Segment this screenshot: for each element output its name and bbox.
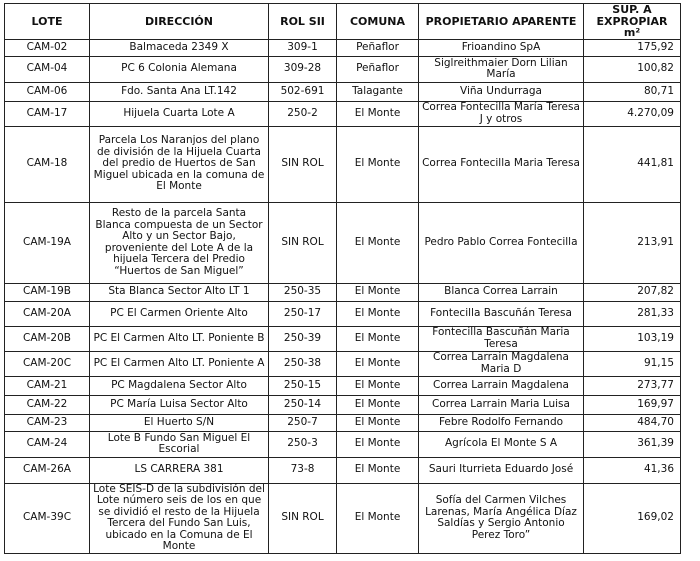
cell-propietario: Correa Larrain Magdalena Maria D [419,351,584,376]
cell-superficie: 175,92 [584,39,681,56]
expropriation-document [4,3,680,554]
cell-rol: 502-691 [269,82,337,101]
cell-direccion: El Huerto S/N [90,414,269,431]
cell-rol: 250-38 [269,351,337,376]
header-row [5,4,681,40]
cell-propietario: Pedro Pablo Correa Fontecilla [419,202,584,283]
cell-comuna: Peñaflor [337,39,419,56]
cell-propietario: Viña Undurraga [419,82,584,101]
table-row [5,376,681,395]
cell-rol: 73-8 [269,457,337,483]
cell-comuna: El Monte [337,283,419,301]
cell-comuna: El Monte [337,414,419,431]
cell-propietario: Sofía del Carmen Vilches Larenas, María Angélica Díaz Saldías y Sergio Antonio Perez Toro” [419,483,584,553]
cell-rol: SIN ROL [269,126,337,202]
cell-comuna: El Monte [337,431,419,457]
cell-superficie: 213,91 [584,202,681,283]
cell-superficie: 100,82 [584,56,681,82]
cell-propietario: Correa Larrain Maria Luisa [419,395,584,414]
cell-direccion: Sta Blanca Sector Alto LT 1 [90,283,269,301]
table-row [5,351,681,376]
cell-direccion: Hijuela Cuarta Lote A [90,101,269,126]
cell-rol: SIN ROL [269,483,337,553]
cell-rol: 250-7 [269,414,337,431]
header-direccion: DIRECCIÓN [90,4,269,40]
table-body [5,39,681,553]
cell-direccion: PC El Carmen Oriente Alto [90,301,269,326]
cell-comuna: El Monte [337,395,419,414]
header-lote: LOTE [5,4,90,40]
cell-lote: CAM-20C [5,351,90,376]
cell-propietario: Febre Rodolfo Fernando [419,414,584,431]
cell-lote: CAM-22 [5,395,90,414]
cell-direccion: LS CARRERA 381 [90,457,269,483]
cell-rol: SIN ROL [269,202,337,283]
expropriation-table [4,3,681,554]
cell-propietario: Agrícola El Monte S A [419,431,584,457]
table-row [5,126,681,202]
cell-propietario: Blanca Correa Larrain [419,283,584,301]
cell-direccion: PC El Carmen Alto LT. Poniente B [90,326,269,351]
cell-direccion: Resto de la parcela Santa Blanca compuesta de un Sector Alto y un Sector Bajo, proveniente del Lote A de la hijuela Tercera del Predio “Huertos de San Miguel” [90,202,269,283]
cell-lote: CAM-39C [5,483,90,553]
header-superficie: SUP. A EXPROPIAR m² [584,4,681,40]
cell-comuna: El Monte [337,326,419,351]
cell-superficie: 41,36 [584,457,681,483]
cell-superficie: 103,19 [584,326,681,351]
cell-rol: 250-14 [269,395,337,414]
cell-comuna: Talagante [337,82,419,101]
cell-lote: CAM-02 [5,39,90,56]
table-row [5,202,681,283]
cell-direccion: Lote B Fundo San Miguel El Escorial [90,431,269,457]
table-row [5,82,681,101]
cell-propietario: Frioandino SpA [419,39,584,56]
cell-direccion: PC María Luisa Sector Alto [90,395,269,414]
cell-superficie: 80,71 [584,82,681,101]
cell-direccion: PC 6 Colonia Alemana [90,56,269,82]
table-row [5,301,681,326]
cell-superficie: 169,02 [584,483,681,553]
cell-rol: 250-35 [269,283,337,301]
header-rol: ROL SII [269,4,337,40]
cell-superficie: 91,15 [584,351,681,376]
cell-comuna: El Monte [337,126,419,202]
table-row [5,395,681,414]
cell-comuna: El Monte [337,351,419,376]
cell-lote: CAM-19B [5,283,90,301]
cell-propietario: Fontecilla Bascuñán Maria Teresa [419,326,584,351]
cell-propietario: Sauri Iturrieta Eduardo José [419,457,584,483]
cell-lote: CAM-04 [5,56,90,82]
cell-propietario: Siglreithmaier Dorn Lilian María [419,56,584,82]
cell-superficie: 273,77 [584,376,681,395]
cell-direccion: Parcela Los Naranjos del plano de división de la Hijuela Cuarta del predio de Huertos de San Miguel ubicada en la comuna de El Monte [90,126,269,202]
cell-superficie: 169,97 [584,395,681,414]
cell-lote: CAM-18 [5,126,90,202]
cell-lote: CAM-06 [5,82,90,101]
cell-rol: 250-3 [269,431,337,457]
header-comuna: COMUNA [337,4,419,40]
cell-comuna: Peñaflor [337,56,419,82]
cell-superficie: 281,33 [584,301,681,326]
table-row [5,56,681,82]
cell-lote: CAM-20A [5,301,90,326]
cell-superficie: 361,39 [584,431,681,457]
table-row [5,101,681,126]
cell-comuna: El Monte [337,376,419,395]
cell-direccion: PC Magdalena Sector Alto [90,376,269,395]
header-propietario: PROPIETARIO APARENTE [419,4,584,40]
table-header [5,4,681,40]
cell-rol: 250-15 [269,376,337,395]
table-row [5,457,681,483]
table-row [5,39,681,56]
table-row [5,483,681,553]
cell-rol: 250-39 [269,326,337,351]
cell-comuna: El Monte [337,202,419,283]
cell-rol: 250-17 [269,301,337,326]
cell-comuna: El Monte [337,483,419,553]
cell-lote: CAM-20B [5,326,90,351]
cell-direccion: Lote SEIS-D de la subdivisión del Lote número seis de los en que se dividió el resto de la Hijuela Tercera del Fundo San Luis, ubicado en la Comuna de El Monte [90,483,269,553]
cell-comuna: El Monte [337,457,419,483]
cell-lote: CAM-19A [5,202,90,283]
cell-superficie: 441,81 [584,126,681,202]
cell-lote: CAM-24 [5,431,90,457]
cell-superficie: 4.270,09 [584,101,681,126]
cell-rol: 250-2 [269,101,337,126]
cell-direccion: PC El Carmen Alto LT. Poniente A [90,351,269,376]
table-row [5,414,681,431]
cell-lote: CAM-21 [5,376,90,395]
cell-propietario: Correa Fontecilla María Teresa J y otros [419,101,584,126]
table-row [5,326,681,351]
cell-propietario: Correa Larrain Magdalena [419,376,584,395]
cell-rol: 309-28 [269,56,337,82]
cell-superficie: 207,82 [584,283,681,301]
cell-direccion: Fdo. Santa Ana LT.142 [90,82,269,101]
table-row [5,431,681,457]
cell-direccion: Balmaceda 2349 X [90,39,269,56]
cell-lote: CAM-23 [5,414,90,431]
cell-lote: CAM-26A [5,457,90,483]
cell-lote: CAM-17 [5,101,90,126]
cell-rol: 309-1 [269,39,337,56]
cell-propietario: Correa Fontecilla Maria Teresa [419,126,584,202]
cell-superficie: 484,70 [584,414,681,431]
table-row [5,283,681,301]
cell-comuna: El Monte [337,101,419,126]
cell-comuna: El Monte [337,301,419,326]
cell-propietario: Fontecilla Bascuñán Teresa [419,301,584,326]
